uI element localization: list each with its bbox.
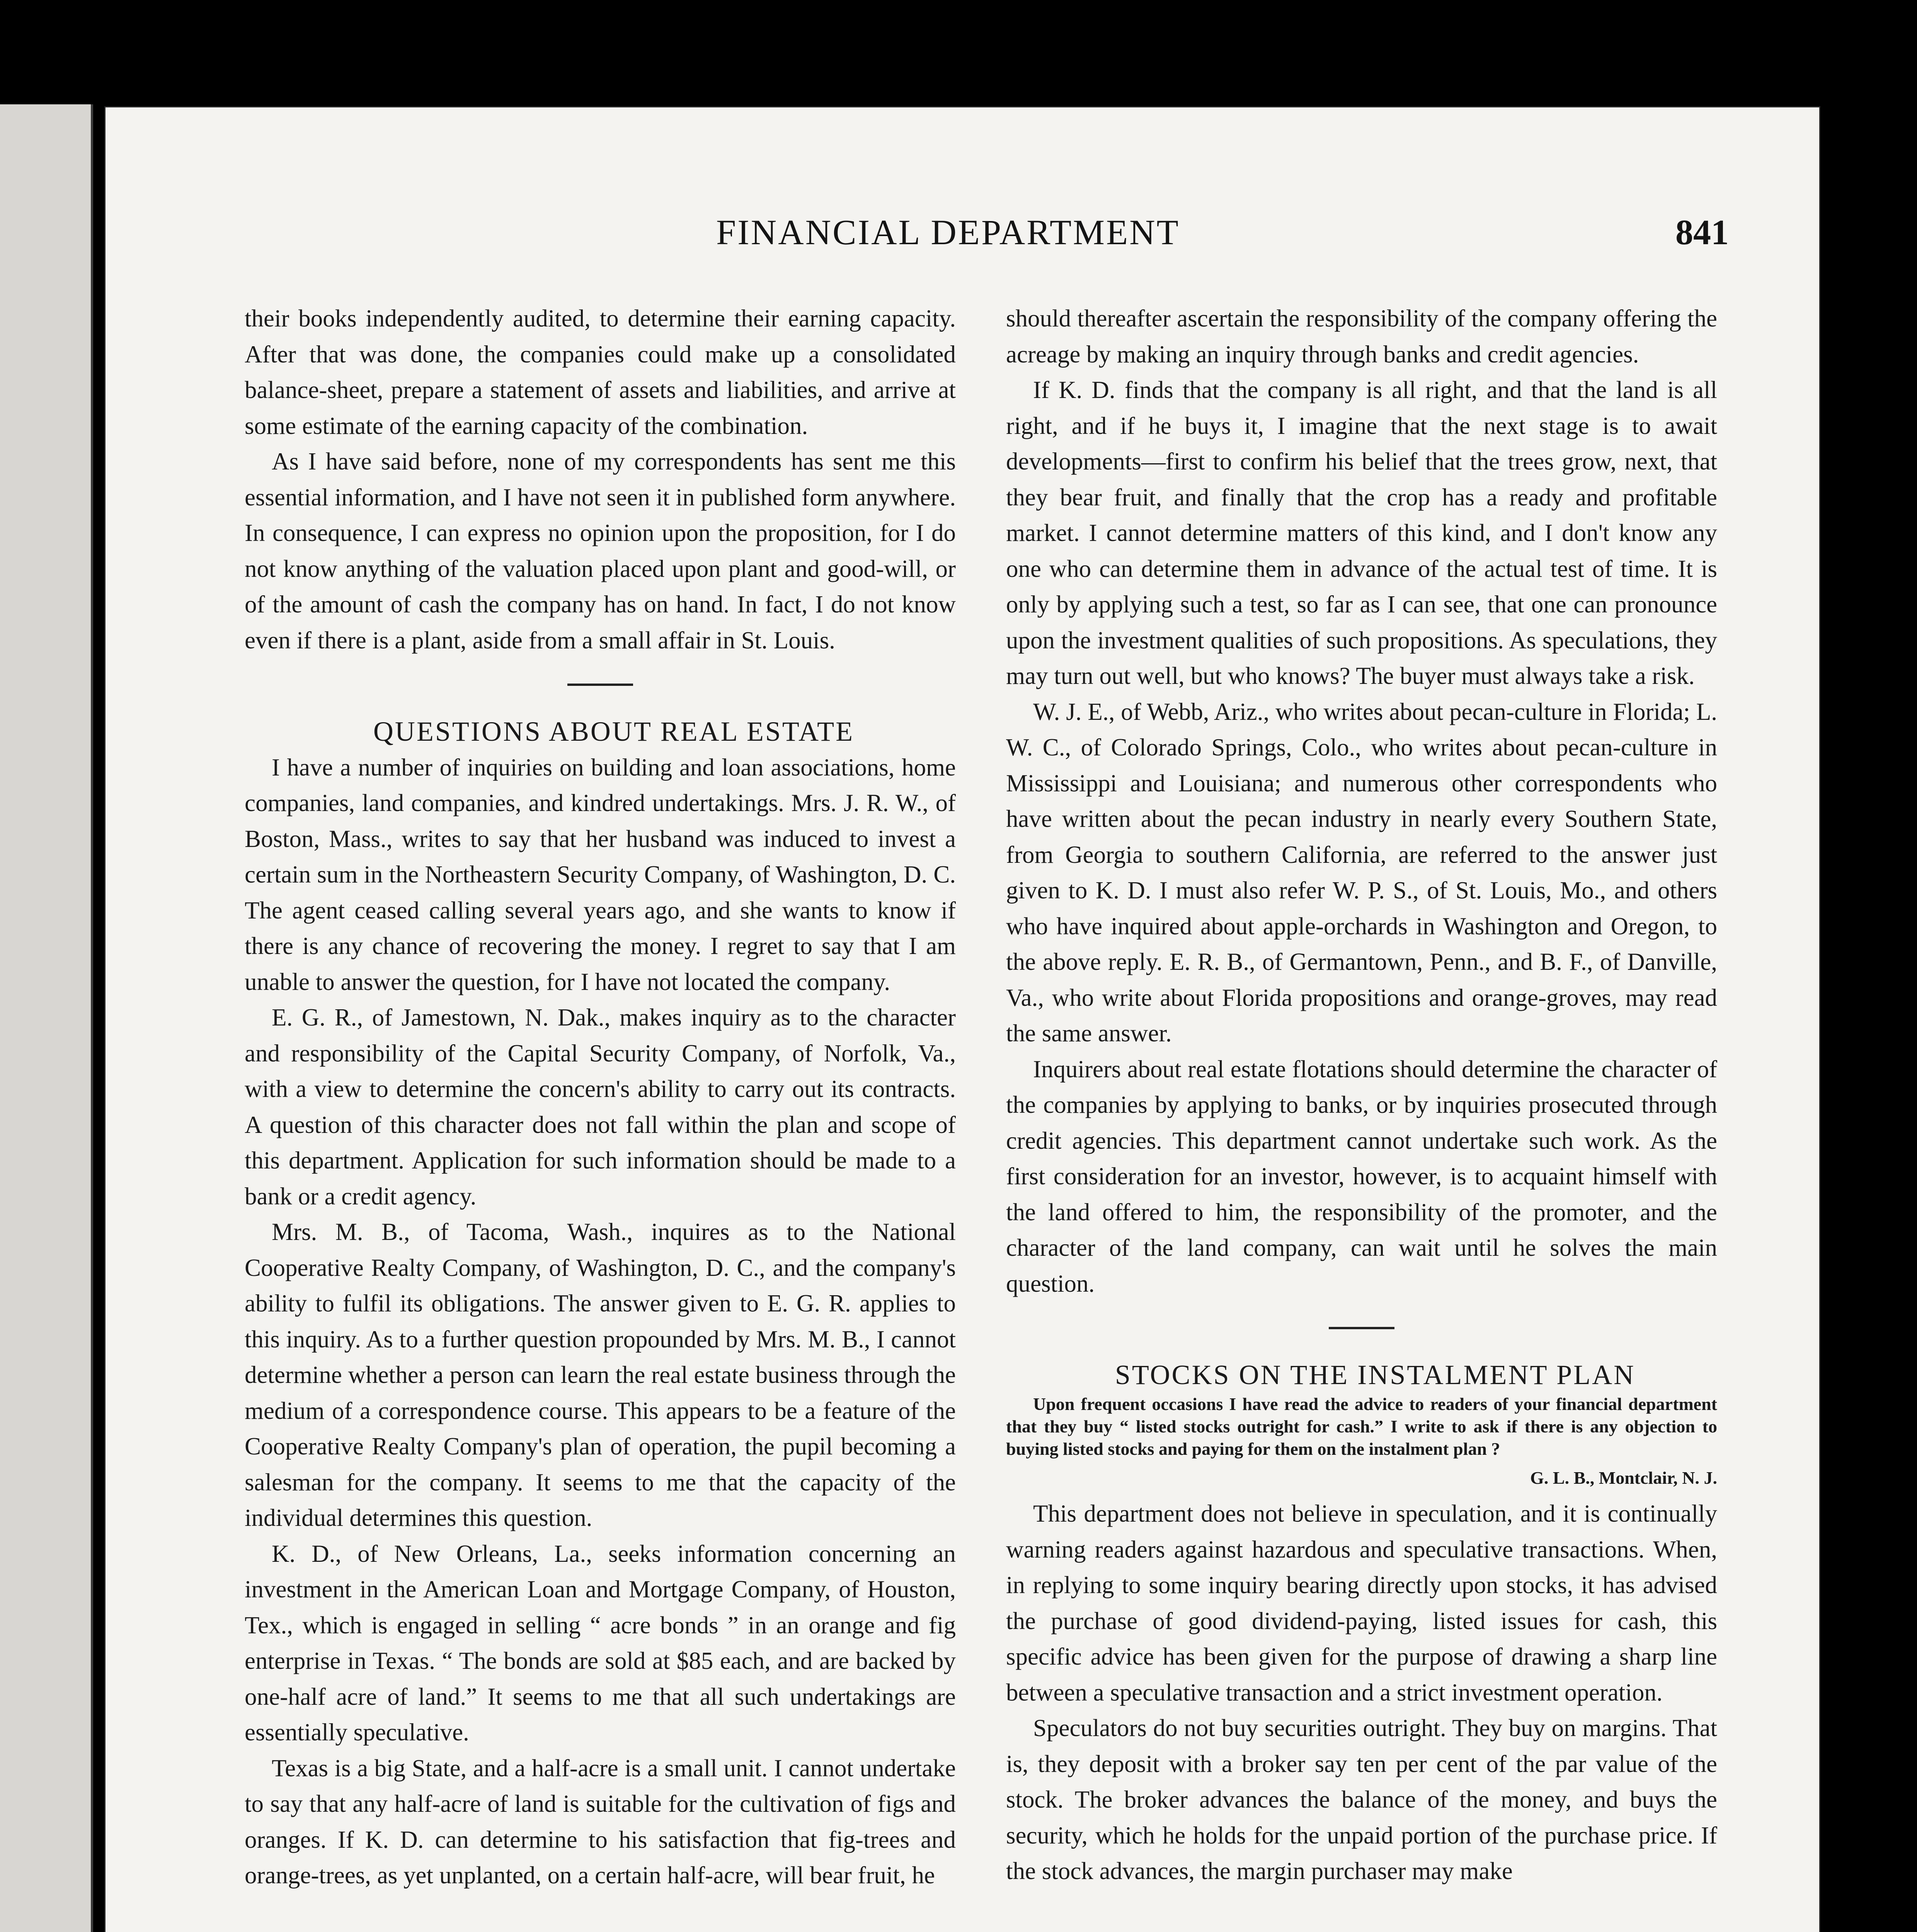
- page-header: [106, 212, 1729, 258]
- paragraph: their books independently audited, to determine their earning capacity. After that was done, the companies could make up a consolidated balance-sheet, prepare a statement of assets and liabilities, and arrive at some estimate of the earning capacity of the combination.: [245, 305, 956, 439]
- facing-page-edge: [0, 104, 93, 1932]
- paragraph: K. D., of New Orleans, La., seeks information concerning an investment in the American Loan and Mortgage Company, of Houston, Tex., which is engaged in selling “ acre bonds ” in an orange and fig enterprise in Texas. “ The bonds are sold at $85 each, and are backed by one-half acre of land.” It seems to me that all such undertakings are essentially speculative.: [245, 1540, 956, 1746]
- reader-letter: Upon frequent occasions I have read the advice to readers of your financial department that they buy “ listed stocks outright for cash.” I write to ask if there is any objection to buying listed stocks and paying for them on the instalment plan ?: [1006, 1394, 1717, 1459]
- paragraph: As I have said before, none of my correspondents has sent me this essential information, and I have not seen it in published form anywhere. In consequence, I can express no opinion upon the proposition, for I do not know anything of the valuation placed upon plant and good-will, or of the amount of cash the company has on hand. In fact, I do not know even if there is a plant, aside from a small affair in St. Louis.: [245, 448, 956, 654]
- letter-signature: G. L. B., Montclair, N. J.: [1530, 1468, 1717, 1488]
- paragraph: Mrs. M. B., of Tacoma, Wash., inquires as to the National Cooperative Realty Company, of Washington, D. C., and the company's ability to fulfil its obligations. The answer given to E. G. R. applies to this inquiry. As to a further question propounded by Mrs. M. B., I cannot determine whether a person can learn the real estate business through the medium of a correspondence course. This appears to be a feature of the Cooperative Realty Company's plan of operation, the pupil becoming a salesman for the company. It seems to me that the capacity of the individual determines this question.: [245, 1218, 956, 1531]
- paragraph: This department does not believe in speculation, and it is continually warning readers against hazardous and speculative transactions. When, in replying to some inquiry bearing directly upon stocks, it has advised the purchase of good dividend-paying, listed issues for cash, this specific advice has been given for the purpose of drawing a sharp line between a speculative transaction and a strict investment operation.: [1006, 1500, 1717, 1706]
- paragraph: E. G. R., of Jamestown, N. Dak., makes inquiry as to the character and responsibility of the Capital Security Company, of Norfolk, Va., with a view to determine the concern's ability to carry out its contracts. A question of this character does not fall within the plan and scope of this department. Application for such information should be made to a bank or a credit agency.: [245, 1004, 956, 1210]
- paragraph: Texas is a big State, and a half-acre is a small unit. I cannot undertake to say that any half-acre of land is suitable for the cultivation of figs and oranges. If K. D. can determine to his satisfaction that fig-trees and orange-trees, as yet unplanted, on a certain half-acre, will bear fruit, he: [245, 1754, 956, 1889]
- section-heading: STOCKS ON THE INSTALMENT PLAN: [1115, 1359, 1636, 1390]
- paragraph: If K. D. finds that the company is all right, and that the land is all right, and if he buys it, I imagine that the next stage is to await developments—first to confirm his belief that the trees grow, next, that they bear fruit, and finally that the crop has a ready and profitable market. I cannot determine matters of this kind, and I don't know any one who can determine them in advance of the actual test of time. It is only by applying such a test, so far as I can see, that one can pronounce upon the investment qualities of such propositions. As speculations, they may turn out well, but who knows? The buyer must always take a risk.: [1006, 376, 1717, 689]
- right-column: [1006, 301, 1717, 1889]
- paragraph: Speculators do not buy securities outright. They buy on margins. That is, they deposit with a broker say ten per cent of the par value of the stock. The broker advances the balance of the money, and buys the security, which he holds for the unpaid portion of the purchase price. If the stock advances, the margin purchaser may make: [1006, 1714, 1717, 1884]
- paragraph: should thereafter ascertain the responsibility of the company offering the acreage by making an inquiry through banks and credit agencies.: [1006, 305, 1717, 368]
- page-number: 841: [1675, 213, 1729, 252]
- paragraph: W. J. E., of Webb, Ariz., who writes about pecan-culture in Florida; L. W. C., of Colorado Springs, Colo., who writes about pecan-culture in Mississippi and Louisiana; and numerous other correspondents who have written about the pecan industry in nearly every Southern State, from Georgia to southern California, are referred to the answer just given to K. D. I must also refer W. P. S., of St. Louis, Mo., and others who have inquired about apple-orchards in Washington and Oregon, to the above reply. E. R. B., of Germantown, Penn., and B. F., of Danville, Va., who write about Florida propositions and orange-groves, may read the same answer.: [1006, 698, 1717, 1047]
- magazine-page: [104, 106, 1820, 1932]
- paragraph: Inquirers about real estate flotations should determine the character of the companies by applying to banks, or by inquiries prosecuted through credit agencies. This department cannot undertake such work. As the first consideration for an investor, however, is to acquaint himself with the land offered to him, the responsibility of the promoter, and the character of the land company, can wait until he solves the main question.: [1006, 1055, 1717, 1297]
- running-head: FINANCIAL DEPARTMENT: [716, 213, 1180, 252]
- section-heading: QUESTIONS ABOUT REAL ESTATE: [373, 716, 855, 747]
- left-column: [245, 301, 956, 1893]
- section-divider: [1329, 1327, 1394, 1329]
- paragraph: I have a number of inquiries on building and loan associations, home companies, land companies, and kindred undertakings. Mrs. J. R. W., of Boston, Mass., writes to say that her husband was induced to invest a certain sum in the Northeastern Security Company, of Washington, D. C. The agent ceased calling several years ago, and she wants to know if there is any chance of recovering the money. I regret to say that I am unable to answer the question, for I have not located the company.: [245, 753, 956, 995]
- section-divider: [567, 684, 633, 686]
